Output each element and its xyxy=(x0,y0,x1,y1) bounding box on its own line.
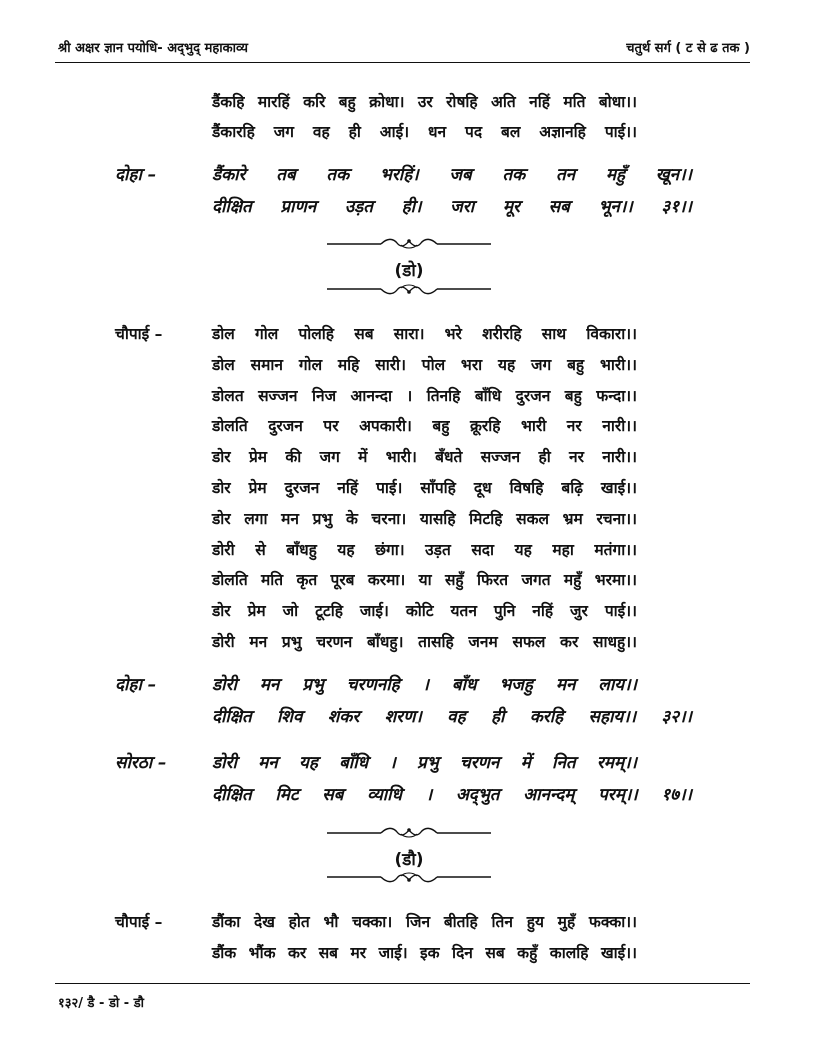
chaupai-label: चौपाई – xyxy=(115,913,163,931)
verse-line: डोलति मति कृत पूरब करमा। या सहुँ फिरत जगत महुँ भरमा।। xyxy=(212,571,637,589)
verse-line: डोरी मन प्रभु चरणन बाँधहु। तासहि जनम सफल कर साधहु।। xyxy=(212,633,637,651)
doha-line: डोरी मन प्रभु चरणनहि । बाँध भजहु मन लाय।। xyxy=(212,675,637,695)
doha-line: डैंकारे तब तक भरहिं। जब तक तन महुँ खून।। xyxy=(212,165,692,185)
soratha-label: सोरठा – xyxy=(115,753,167,773)
header-rule xyxy=(55,62,750,63)
doha-label: दोहा – xyxy=(115,675,157,695)
doha-line: दीक्षित शिव शंकर शरण। वह ही करहि सहाय।। ३२।। xyxy=(212,707,692,727)
verse-line: डोल समान गोल महि सारी। पोल भरा यह जग बहु भारी।। xyxy=(212,356,637,374)
ornament-divider-icon xyxy=(325,236,493,250)
verse-line: डौंका देख होत भौ चक्का। जिन बीतहि तिन हुय मुहँ फक्का।। xyxy=(212,913,637,931)
verse-line: डोर प्रेम जो टूटहि जाई। कोटि यतन पुनि नहिं जुर पाई।। xyxy=(212,602,637,620)
verse-line: डोल गोल पोलहि सब सारा। भरे शरीरहि साथ विकारा।। xyxy=(212,325,637,343)
verse-line: डैंकहि मारहिं करि बहु क्रोधा। उर रोषहि अति नहिं मति बोधा।। xyxy=(212,93,637,111)
running-header-chapter: चतुर्थ सर्ग ( ट से ढ तक ) xyxy=(626,41,750,56)
verse-line: डौंक भौंक कर सब मर जाई। इक दिन सब कहुँ कालहि खाई।। xyxy=(212,944,637,962)
verse-line: डोरी से बाँधहु यह छंगा। उड़त सदा यह महा मतंगा।। xyxy=(212,541,637,559)
chaupai-label: चौपाई – xyxy=(115,325,163,343)
doha-label: दोहा – xyxy=(115,165,157,185)
verse-line: डैंकारहि जग वह ही आई। धन पद बल अज्ञानहि पाई।। xyxy=(212,123,637,141)
section-heading: (डौ) xyxy=(394,850,424,870)
verse-line: डोर प्रेम दुरजन नहिं पाई। साँपहि दूध विषहि बढ़ि खाई।। xyxy=(212,479,637,497)
verse-line: डोलत सज्जन निज आनन्दा । तिनहि बाँधि दुरजन बहु फन्दा।। xyxy=(212,387,637,405)
ornament-divider-icon xyxy=(325,871,493,885)
soratha-line: डोरी मन यह बाँधि । प्रभु चरणन में नित रमम्।। xyxy=(212,753,637,773)
ornament-divider-icon xyxy=(325,283,493,297)
ornament-divider-icon xyxy=(325,825,493,839)
verse-line: डोर प्रेम की जग में भारी। बँधते सज्जन ही नर नारी।। xyxy=(212,448,637,466)
page-footer: १३२/ डै - डो - डौ xyxy=(58,996,145,1011)
verse-line: डोर लगा मन प्रभु के चरना। यासहि मिटहि सकल भ्रम रचना।। xyxy=(212,510,637,528)
verse-line: डोलति दुरजन पर अपकारी। बहु क्रूरहि भारी नर नारी।। xyxy=(212,417,637,435)
running-header-title: श्री अक्षर ज्ञान पयोधि- अद्‌भुद् महाकाव्य xyxy=(58,41,248,56)
soratha-line: दीक्षित मिट सब व्याधि । अद्‌भुत आनन्दम् परम्।। १७।। xyxy=(212,785,692,805)
doha-line: दीक्षित प्राणन उड़त ही। जरा मूर सब भून।। ३१।। xyxy=(212,197,692,217)
section-heading: (डो) xyxy=(394,261,424,281)
footer-rule xyxy=(55,983,750,984)
